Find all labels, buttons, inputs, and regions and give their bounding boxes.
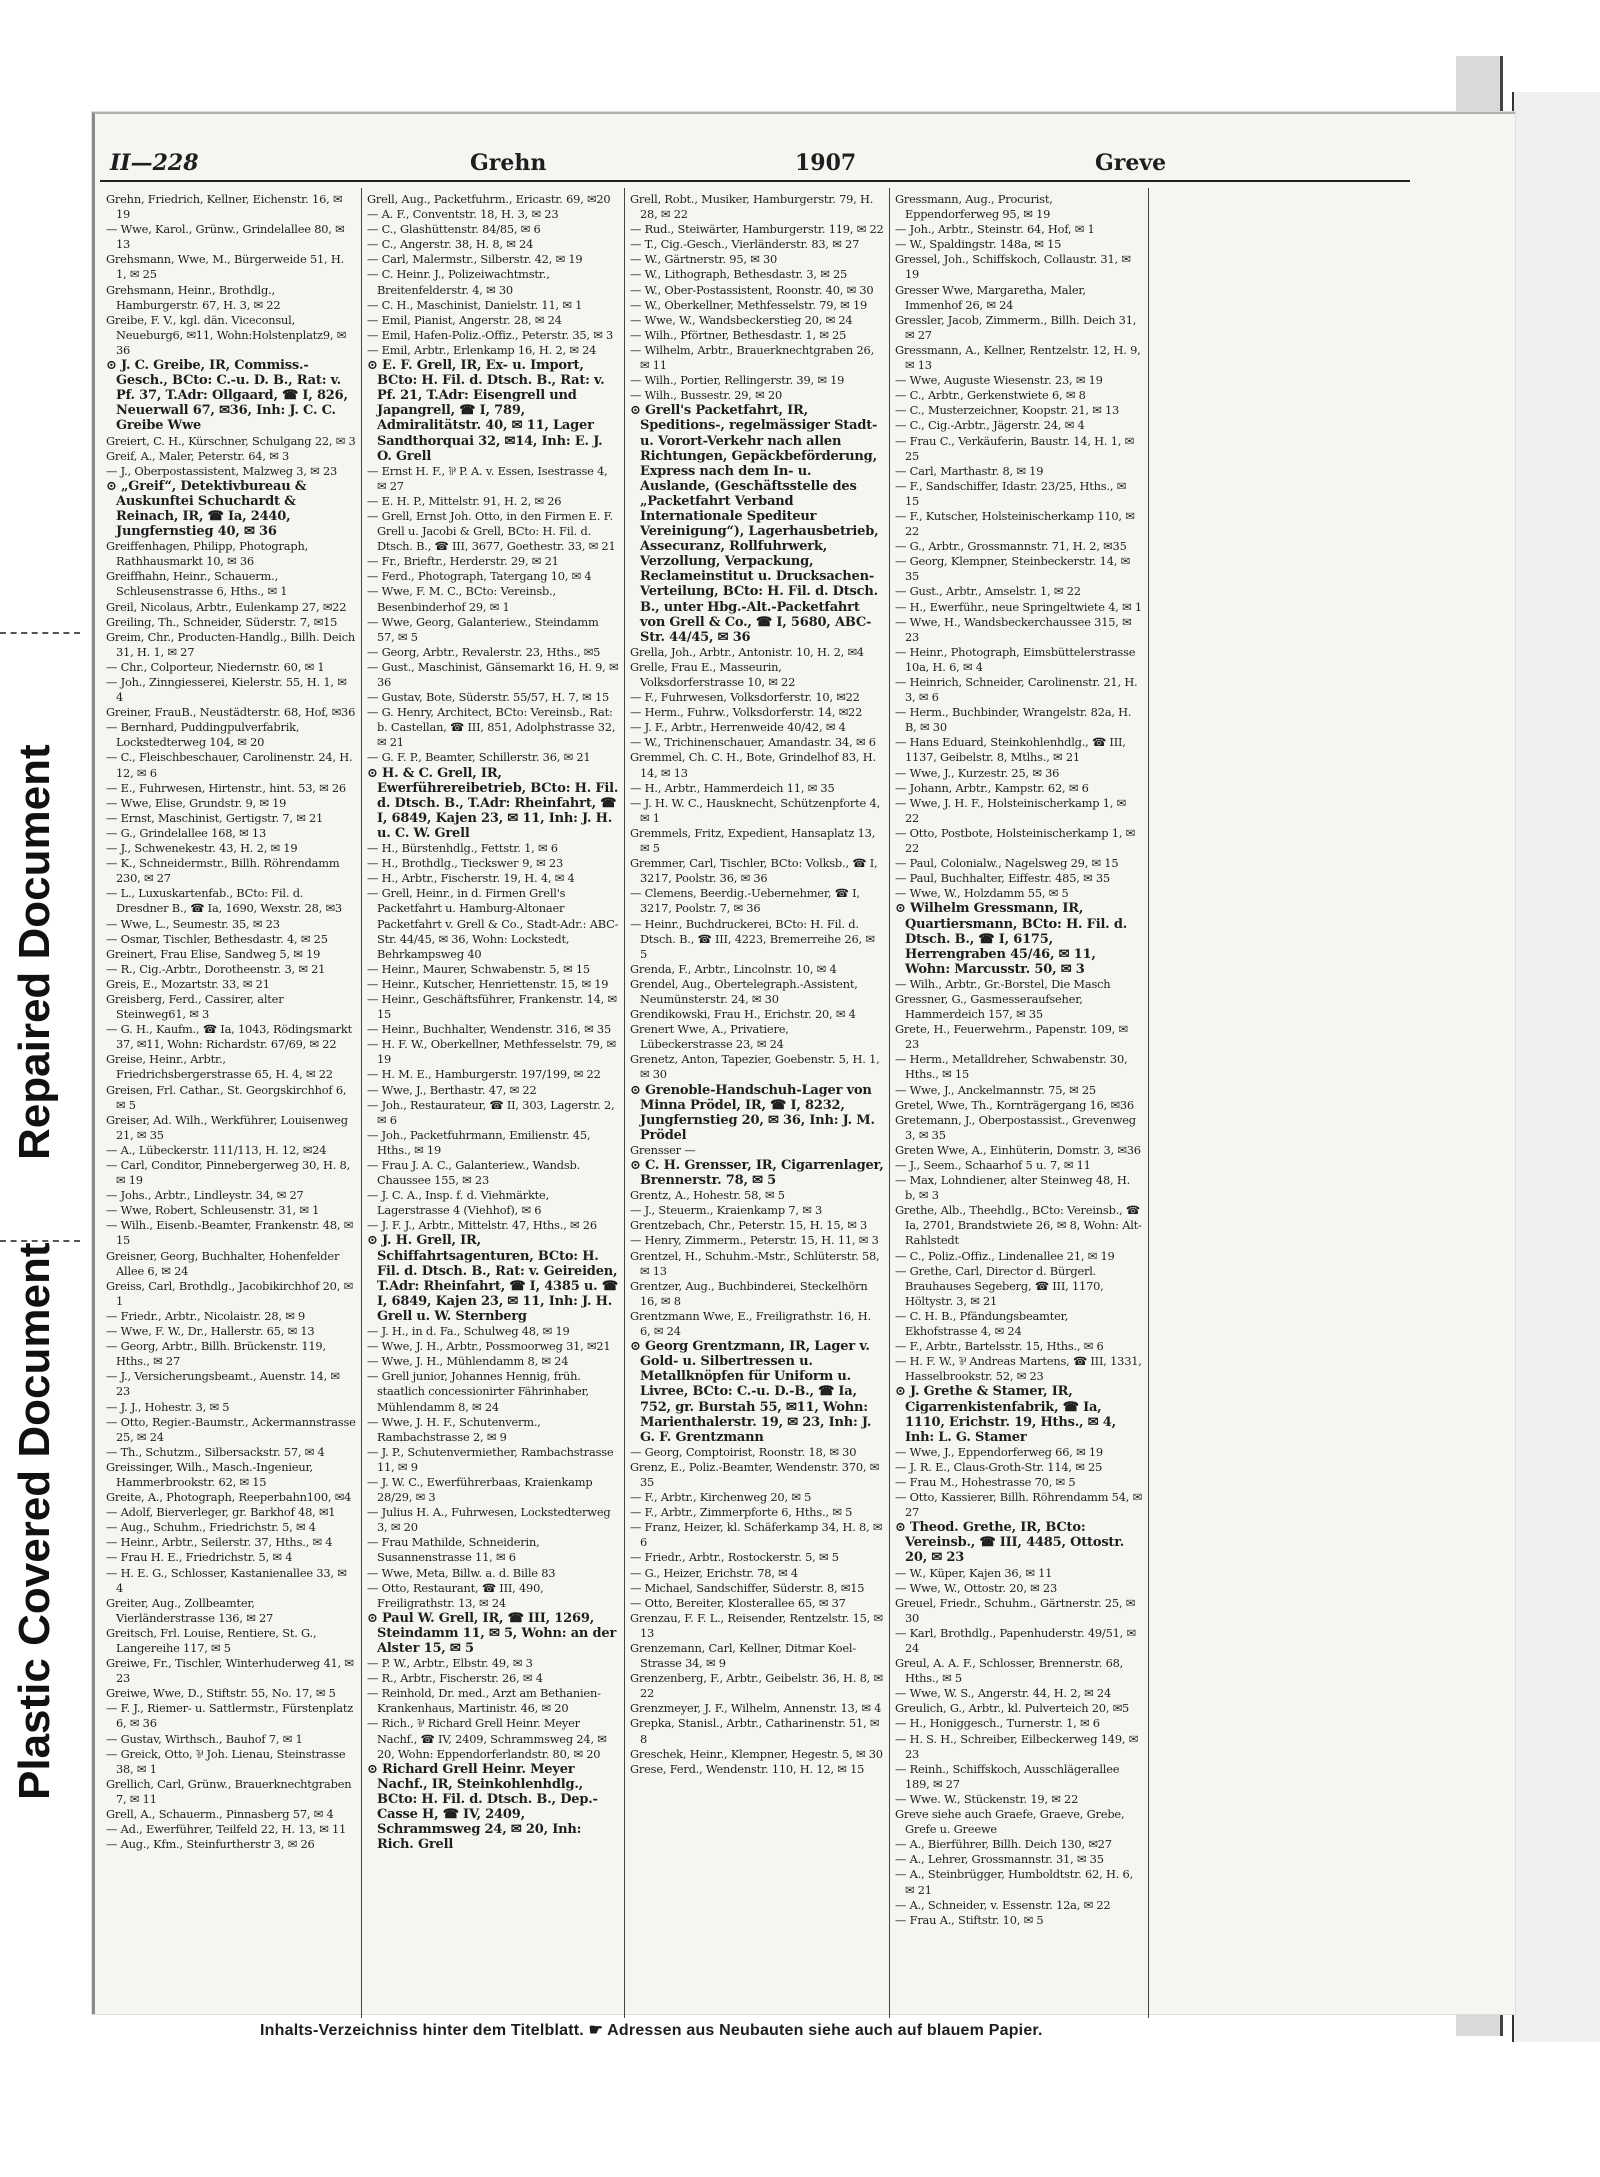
directory-entry: — Otto, Restaurant, ☎ III, 490, Freiligrathstr. 13, ✉ 24 <box>367 1580 544 1610</box>
directory-entry: — Wwe, J. H., Arbtr., Possmoorweg 31, ✉21 <box>367 1339 611 1354</box>
directory-entry: — F., Fuhrwesen, Volksdorferstr. 10, ✉22 <box>630 690 860 705</box>
directory-entry: Greise, Heinr., Arbtr., Friedrichsbergerstrasse 65, H. 4, ✉ 22 <box>106 1052 333 1082</box>
directory-entry: — J. P., Schutenvermiether, Rambachstrasse 11, ✉ 9 <box>367 1444 614 1474</box>
directory-entry: Grese, Ferd., Wendenstr. 110, H. 12, ✉ 15 <box>630 1761 865 1776</box>
directory-entry: — Georg, Comptoirist, Roonstr. 18, ✉ 30 <box>630 1444 857 1459</box>
directory-entry: — Wwe, Karol., Grünw., Grindelallee 80, ✉ 13 <box>106 222 345 252</box>
directory-entry: Grenzenberg, F., Arbtr., Geibelstr. 36, H. 8, ✉ 22 <box>630 1671 883 1701</box>
directory-entry: — Wwe, J. H. F., Holsteinischerkamp 1, ✉ 22 <box>895 795 1126 825</box>
directory-entry: — Aug., Schuhm., Friedrichstr. 5, ✉ 4 <box>106 1520 316 1535</box>
directory-column-2 <box>367 192 619 2022</box>
directory-entry: — Heinr., Buchhalter, Wendenstr. 316, ✉ 35 <box>367 1022 611 1037</box>
directory-entry: — Wilh., Pförtner, Bethesdastr. 1, ✉ 25 <box>630 327 847 342</box>
directory-entry: Grentzel, H., Schuhm.-Mstr., Schlüterstr. 58, ✉ 13 <box>630 1248 880 1278</box>
directory-entry: — F., Kutscher, Holsteinischerkamp 110, ✉ 22 <box>895 508 1135 539</box>
directory-entry: — C., Arbtr., Gerkenstwiete 6, ✉ 8 <box>895 388 1086 403</box>
directory-entry: — Carl, Marthastr. 8, ✉ 19 <box>895 463 1044 478</box>
directory-entry: — Wwe, J., Anckelmannstr. 75, ✉ 25 <box>895 1082 1096 1097</box>
directory-entry: — G., Heizer, Erichstr. 78, ✉ 4 <box>630 1565 798 1580</box>
directory-entry: Greul, A. A. F., Schlosser, Brennerstr. 68, Hths., ✉ 5 <box>895 1656 1124 1686</box>
directory-entry: Grenzemann, Carl, Kellner, Ditmar Koel-Strasse 34, ✉ 9 <box>630 1641 856 1671</box>
page-footer: Inhalts-Verzeichniss hinter dem Titelblatt. ☛ Adressen aus Neubauten siehe auch auf blauem Papier. <box>260 2022 1043 2039</box>
directory-entry: — W., Oberkellner, Methfesselstr. 79, ✉ 19 <box>630 297 868 312</box>
directory-entry: — Friedr., Arbtr., Nicolaistr. 28, ✉ 9 <box>106 1308 306 1323</box>
directory-entry: Grenda, F., Arbtr., Lincolnstr. 10, ✉ 4 <box>630 961 837 976</box>
directory-entry: — Johs., Arbtr., Lindleystr. 34, ✉ 27 <box>106 1188 304 1203</box>
directory-entry: — G. F. P., Beamter, Schillerstr. 36, ✉ 21 <box>367 750 591 765</box>
directory-entry: — Georg, Klempner, Steinbeckerstr. 14, ✉ 35 <box>895 554 1130 584</box>
directory-entry: — Herm., Metalldreher, Schwabenstr. 30, Hths., ✉ 15 <box>895 1052 1128 1082</box>
directory-entry: Grenz, E., Poliz.-Beamter, Wendenstr. 370, ✉ 35 <box>630 1459 880 1489</box>
directory-entry: — Wwe, J., Kurzestr. 25, ✉ 36 <box>895 765 1060 780</box>
directory-entry: — G. Henry, Architect, BCto: Vereinsb., Rat: b. Castellan, ☎ III, 851, Adolphstrasse 32, ✉ 21 <box>367 705 616 750</box>
directory-entry: — Herm., Buchbinder, Wrangelstr. 82a, H. B, ✉ 30 <box>895 705 1132 735</box>
column-divider <box>624 188 625 2018</box>
directory-entry: — Heinr., Arbtr., Seilerstr. 37, Hths., ✉ 4 <box>106 1535 333 1550</box>
directory-entry: — F., Arbtr., Bartelsstr. 15, Hths., ✉ 6 <box>895 1339 1104 1354</box>
directory-entry: — Heinr., Maurer, Schwabenstr. 5, ✉ 15 <box>367 961 590 976</box>
directory-entry: ⊙ J. Grethe & Stamer, IR, Cigarrenkistenfabrik, ☎ Ia, 1110, Erichstr. 19, Hths., ✉ 4, Inh: L. G. Stamer <box>895 1384 1116 1445</box>
directory-entry: — G., Grindelallee 168, ✉ 13 <box>106 825 266 840</box>
directory-entry: — Grell, Ernst Joh. Otto, in den Firmen E. F. Grell u. Jacobi & Grell, BCto: H. Fil. d. Dtsch. B., ☎ III, 3677, Goethestr. 33, ✉ 21 <box>367 508 616 554</box>
column-divider <box>889 188 890 2018</box>
directory-entry: Greinert, Frau Elise, Sandweg 5, ✉ 19 <box>106 946 321 961</box>
directory-entry: — Otto, Kassierer, Billh. Röhrendamm 54, ✉ 27 <box>895 1490 1142 1520</box>
directory-entry: — G., Arbtr., Grossmannstr. 71, H. 2, ✉35 <box>895 539 1127 554</box>
directory-entry: — H., Arbtr., Fischerstr. 19, H. 4, ✉ 4 <box>367 871 575 886</box>
directory-entry: — Fr., Brieftr., Herderstr. 29, ✉ 21 <box>367 554 559 569</box>
directory-entry: — Wwe. W., Stückenstr. 19, ✉ 22 <box>895 1791 1079 1806</box>
directory-entry: Grella, Joh., Arbtr., Antonistr. 10, H. 2, ✉4 <box>630 644 864 659</box>
directory-entry: — Emil, Hafen-Poliz.-Offiz., Peterstr. 35, ✉ 3 <box>367 327 614 342</box>
directory-entry: Grepka, Stanisl., Arbtr., Catharinenstr. 51, ✉ 8 <box>630 1716 880 1746</box>
header-last-name: Greve <box>1095 150 1167 176</box>
directory-entry: — Wwe, F. M. C., BCto: Vereinsb., Besenbinderhof 29, ✉ 1 <box>367 584 556 614</box>
directory-entry: — Wilh., Eisenb.-Beamter, Frankenstr. 48, ✉ 15 <box>106 1218 354 1248</box>
directory-entry: Gretemann, J., Oberpostassist., Grevenweg 3, ✉ 35 <box>895 1112 1136 1142</box>
directory-entry: — Friedr., Arbtr., Rostockerstr. 5, ✉ 5 <box>630 1550 839 1565</box>
page-number: II—228 <box>110 150 199 176</box>
directory-entry: Greiter, Aug., Zollbeamter, Vierländerstrasse 136, ✉ 27 <box>106 1595 274 1625</box>
directory-entry: — Grell junior, Johannes Hennig, früh. staatlich concessionirter Fährinhaber, Mühlendamm 8, ✉ 24 <box>367 1369 589 1414</box>
directory-entry: Greten Wwe, A., Einhüterin, Domstr. 3, ✉36 <box>895 1142 1141 1157</box>
directory-column-5 <box>1154 192 1404 2022</box>
directory-entry: ⊙ H. & C. Grell, IR, Ewerführereibetrieb, BCto: H. Fil. d. Dtsch. B., T.Adr: Rheinfahrt, ☎ I, 6849, Kajen 23, ✉ 11, Inh: J. H. u. C. W. Grell <box>367 765 619 841</box>
directory-entry: Greim, Chr., Producten-Handlg., Billh. Deich 31, H. 1, ✉ 27 <box>106 629 356 659</box>
directory-entry: Greuel, Friedr., Schuhm., Gärtnerstr. 25, ✉ 30 <box>895 1595 1136 1625</box>
directory-entry: — Wilh., Bussestr. 29, ✉ 20 <box>630 388 782 403</box>
plastic-covered-label: Plastic Covered Document <box>10 1242 59 1800</box>
directory-entry: Gremmel, Ch. C. H., Bote, Grindelhof 83, H. 14, ✉ 13 <box>630 750 876 780</box>
directory-entry: — Rud., Steiwärter, Hamburgerstr. 119, ✉ 22 <box>630 222 884 237</box>
directory-entry: — Osmar, Tischler, Bethesdastr. 4, ✉ 25 <box>106 931 328 946</box>
directory-entry: — Joh., Arbtr., Steinstr. 64, Hof, ✉ 1 <box>895 222 1095 237</box>
directory-entry: Greiffenhagen, Philipp, Photograph, Rathhausmarkt 10, ✉ 36 <box>106 539 308 569</box>
directory-entry: — Aug., Kfm., Steinfurtherstr 3, ✉ 26 <box>106 1837 315 1852</box>
directory-entry: ⊙ E. F. Grell, IR, Ex- u. Import, BCto: H. Fil. d. Dtsch. B., Rat: v. Pf. 21, T.Adr: Eisengrell und Japangrell, ☎ I, 789, Admiralitätstr. 40, ✉ 11, Lager Sandthorquai 32, ✉14, Inh: E. J. O. Grell <box>367 358 605 464</box>
directory-entry: Gressel, Joh., Schiffskoch, Collaustr. 31, ✉ 19 <box>895 252 1131 282</box>
directory-entry: — Heinr., Photograph, Eimsbüttelerstrasse 10a, H. 6, ✉ 4 <box>895 644 1136 674</box>
directory-entry: — Paul, Colonialw., Nagelsweg 29, ✉ 15 <box>895 856 1119 871</box>
directory-column-1 <box>106 192 356 2022</box>
directory-entry: — K., Schneidermstr., Billh. Röhrendamm 230, ✉ 27 <box>106 856 340 886</box>
directory-entry: — Otto, Regier.-Baumstr., Ackermannstrasse 25, ✉ 24 <box>106 1414 356 1444</box>
directory-entry: Greif, A., Maler, Peterstr. 64, ✉ 3 <box>106 448 290 463</box>
page-header <box>110 150 1410 178</box>
directory-entry: — F., Arbtr., Kirchenweg 20, ✉ 5 <box>630 1490 812 1505</box>
directory-entry: — G. H., Kaufm., ☎ Ia, 1043, Rödingsmarkt 37, ✉11, Wohn: Richardstr. 67/69, ✉ 22 <box>106 1022 352 1052</box>
directory-entry: — Wwe, Auguste Wiesenstr. 23, ✉ 19 <box>895 373 1103 388</box>
directory-entry: — Otto, Bereiter, Klosterallee 65, ✉ 37 <box>630 1595 846 1610</box>
directory-column-4 <box>895 192 1143 2022</box>
directory-entry: — Henry, Zimmerm., Peterstr. 15, H. 11, ✉ 3 <box>630 1233 879 1248</box>
directory-entry: — J., Versicherungsbeamt., Auenstr. 14, ✉ 23 <box>106 1369 340 1399</box>
directory-entry: — E. H. P., Mittelstr. 91, H. 2, ✉ 26 <box>367 493 562 508</box>
directory-entry: Grenetz, Anton, Tapezier, Goebenstr. 5, H. 1, ✉ 30 <box>630 1052 880 1082</box>
directory-entry: — C. H. B., Pfändungsbeamter, Ekhofstrasse 4, ✉ 24 <box>895 1308 1069 1339</box>
directory-entry: — H. E. G., Schlosser, Kastanienallee 33, ✉ 4 <box>106 1565 347 1595</box>
directory-entry: — Gust., Maschinist, Gänsemarkt 16, H. 9, ✉ 36 <box>367 659 619 689</box>
directory-entry: — J. F., Arbtr., Herrenweide 40/42, ✉ 4 <box>630 720 846 735</box>
directory-entry: Grell, Robt., Musiker, Hamburgerstr. 79, H. 28, ✉ 22 <box>630 192 874 222</box>
directory-entry: — C., Cig.-Arbtr., Jägerstr. 24, ✉ 4 <box>895 418 1085 433</box>
directory-entry: — Wwe, J. H., Mühlendamm 8, ✉ 24 <box>367 1354 569 1369</box>
directory-entry: ⊙ Richard Grell Heinr. Meyer Nachf., IR, Steinkohlenhdlg., BCto: H. Fil. d. Dtsch. B., Dep.-Casse H, ☎ IV, 2409, Schrammsweg 24, ✉ 20, Inh: Rich. Grell <box>367 1761 598 1853</box>
directory-entry: — Franz, Heizer, kl. Schäferkamp 34, H. 8, ✉ 6 <box>630 1520 883 1550</box>
directory-entry: — E., Fuhrwesen, Hirtenstr., hint. 53, ✉ 26 <box>106 780 346 795</box>
directory-entry: Grelle, Frau E., Masseurin, Volksdorferstrasse 10, ✉ 22 <box>630 659 796 689</box>
directory-entry: — Georg, Arbtr., Billh. Brückenstr. 119, Hths., ✉ 27 <box>106 1339 326 1369</box>
directory-entry: ⊙ „Greif“, Detektivbureau & Auskunftei Schuchardt & Reinach, IR, ☎ Ia, 2440, Jungfernstieg 40, ✉ 36 <box>106 478 307 540</box>
directory-entry: — Frau C., Verkäuferin, Baustr. 14, H. 1, ✉ 25 <box>895 433 1134 463</box>
directory-entry: — Frau M., Hohestrasse 70, ✉ 5 <box>895 1474 1076 1489</box>
directory-entry: — J. F. J., Arbtr., Mittelstr. 47, Hths., ✉ 26 <box>367 1218 597 1233</box>
directory-entry: Grenert Wwe, A., Privatiere, Lübeckerstrasse 23, ✉ 24 <box>630 1022 789 1052</box>
directory-entry: Gresser Wwe, Margaretha, Maler, Immenhof 26, ✉ 24 <box>895 282 1086 312</box>
directory-entry: — Wwe, J. H. F., Schutenverm., Rambachstrasse 2, ✉ 9 <box>367 1414 541 1444</box>
directory-entry: — Frau J. A. C., Galanteriew., Wandsb. Chaussee 155, ✉ 23 <box>367 1158 581 1188</box>
directory-entry: — Herm., Fuhrw., Volksdorferstr. 14, ✉22 <box>630 705 863 720</box>
directory-entry: — Th., Schutzm., Silbersackstr. 57, ✉ 4 <box>106 1444 325 1459</box>
directory-entry: — W., Spaldingstr. 148a, ✉ 15 <box>895 237 1062 252</box>
directory-entry: — Ferd., Photograph, Tatergang 10, ✉ 4 <box>367 569 592 584</box>
directory-entry: Grendikowski, Frau H., Erichstr. 20, ✉ 4 <box>630 1007 856 1022</box>
directory-entry: — Paul, Buchhalter, Eiffestr. 485, ✉ 35 <box>895 871 1110 886</box>
directory-entry: — Gust., Arbtr., Amselstr. 1, ✉ 22 <box>895 584 1081 599</box>
directory-entry: — Heinr., Buchdruckerei, BCto: H. Fil. d. Dtsch. B., ☎ III, 4223, Bremerreihe 26, ✉ 5 <box>630 916 875 961</box>
directory-entry: — Emil, Pianist, Angerstr. 28, ✉ 24 <box>367 312 562 327</box>
directory-entry: — Wwe, W., Ottostr. 20, ✉ 23 <box>895 1580 1058 1595</box>
directory-entry: — J., Schwenekestr. 43, H. 2, ✉ 19 <box>106 841 298 856</box>
directory-entry: — Joh., Restaurateur, ☎ II, 303, Lagerstr. 2, ✉ 6 <box>367 1097 615 1127</box>
header-first-name: Grehn <box>470 150 547 176</box>
directory-entry: — Wwe, Elise, Grundstr. 9, ✉ 19 <box>106 795 287 810</box>
directory-entry: Greisberg, Ferd., Cassirer, alter Steinweg61, ✉ 3 <box>106 991 284 1022</box>
directory-entry: — A., Lehrer, Grossmannstr. 31, ✉ 35 <box>895 1852 1104 1867</box>
directory-entry: ⊙ Wilhelm Gressmann, IR, Quartiersmann, BCto: H. Fil. d. Dtsch. B., ☎ I, 6175, Herrengraben 45/46, ✉ 11, Wohn: Marcusstr. 50, ✉ 3 <box>895 901 1128 977</box>
directory-entry: — Rich., ⅌ Richard Grell Heinr. Meyer Nachf., ☎ IV, 2409, Schrammsweg 24, ✉ 20, Wohn: Eppendorferlandstr. 80, ✉ 20 <box>367 1716 607 1761</box>
directory-entry: — Ad., Ewerführer, Teilfeld 22, H. 13, ✉ 11 <box>106 1822 347 1837</box>
directory-entry: — W., Ober-Postassistent, Roonstr. 40, ✉ 30 <box>630 282 874 297</box>
directory-entry: — L., Luxuskartenfab., BCto: Fil. d. Dresdner B., ☎ Ia, 1690, Wexstr. 28, ✉3 <box>106 886 342 916</box>
header-rule <box>100 180 1410 182</box>
directory-entry: — C., Angerstr. 38, H. 8, ✉ 24 <box>367 237 534 252</box>
directory-entry: Gressmann, A., Kellner, Rentzelstr. 12, H. 9, ✉ 13 <box>895 342 1141 373</box>
directory-entry: Greulich, G., Arbtr., kl. Pulverteich 20, ✉5 <box>895 1701 1130 1716</box>
directory-entry: — Heinr., Geschäftsführer, Frankenstr. 14, ✉ 15 <box>367 991 617 1022</box>
directory-entry: Grentzer, Aug., Buchbinderei, Steckelhörn 16, ✉ 8 <box>630 1278 868 1308</box>
directory-entry: Greiert, C. H., Kürschner, Schulgang 22, ✉ 3 <box>106 433 356 448</box>
directory-entry: — Greick, Otto, ⅌ Joh. Lienau, Steinstrasse 38, ✉ 1 <box>106 1746 346 1776</box>
directory-entry: — Ernst H. F., ⅌ P. A. v. Essen, Isestrasse 4, ✉ 27 <box>367 463 608 493</box>
directory-entry: Grentzebach, Chr., Peterstr. 15, H. 15, ✉ 3 <box>630 1218 868 1233</box>
directory-entry: — C., Poliz.-Offiz., Lindenallee 21, ✉ 19 <box>895 1248 1115 1263</box>
directory-entry: — J. R. E., Claus-Groth-Str. 114, ✉ 25 <box>895 1459 1103 1474</box>
directory-entry: — Wilh., Portier, Rellingerstr. 39, ✉ 19 <box>630 373 845 388</box>
directory-entry: Grehsmann, Wwe, M., Bürgerweide 51, H. 1, ✉ 25 <box>106 252 345 282</box>
next-page-edge <box>1512 92 1600 2042</box>
directory-entry: Greite, A., Photograph, Reeperbahn100, ✉4 <box>106 1490 352 1505</box>
directory-entry: — J., Steuerm., Kraienkamp 7, ✉ 3 <box>630 1203 823 1218</box>
directory-entry: — Heinr., Kutscher, Henriettenstr. 15, ✉ 19 <box>367 976 609 991</box>
directory-entry: — H. F. W., Oberkellner, Methfesselstr. 79, ✉ 19 <box>367 1037 616 1067</box>
directory-entry: — Max, Lohndiener, alter Steinweg 48, H. b, ✉ 3 <box>895 1173 1131 1203</box>
directory-entry: Greve siehe auch Graefe, Graeve, Grebe, Grefe u. Greewe <box>895 1807 1125 1837</box>
directory-entry: — H. S. H., Schreiber, Eilbeckerweg 149, ✉ 23 <box>895 1731 1139 1761</box>
directory-entry: Gressler, Jacob, Zimmerm., Billh. Deich 31, ✉ 27 <box>895 312 1137 342</box>
directory-entry: — C. Heinr. J., Polizeiwachtmstr., Breitenfelderstr. 4, ✉ 30 <box>367 267 550 297</box>
directory-entry: Greisner, Georg, Buchhalter, Hohenfelder Allee 6, ✉ 24 <box>106 1248 340 1278</box>
directory-entry: — Georg, Arbtr., Revalerstr. 23, Hths., ✉5 <box>367 644 601 659</box>
directory-entry: — A., Schneider, v. Essenstr. 12a, ✉ 22 <box>895 1897 1111 1912</box>
directory-entry: — Wilh., Arbtr., Gr.-Borstel, Die Masch <box>895 976 1111 991</box>
directory-entry: — H. M. E., Hamburgerstr. 197/199, ✉ 22 <box>367 1067 601 1082</box>
directory-entry: Greibe, F. V., kgl. dän. Viceconsul, Neueburg6, ✉11, Wohn:Holstenplatz9, ✉36 <box>106 312 347 357</box>
directory-entry: — Bernhard, Puddingpulverfabrik, Lockstedterweg 104, ✉ 20 <box>106 720 300 750</box>
directory-entry: — H. F. W., ⅌ Andreas Martens, ☎ III, 1331, Hasselbrookstr. 52, ✉ 23 <box>895 1354 1142 1384</box>
directory-entry: — Karl, Brothdlg., Papenhuderstr. 49/51, ✉ 24 <box>895 1625 1136 1655</box>
directory-entry: — H., Honiggesch., Turnerstr. 1, ✉ 6 <box>895 1716 1100 1731</box>
directory-entry: — J. H. W. C., Hausknecht, Schützenpforte 4, ✉ 1 <box>630 795 880 825</box>
directory-entry: — Wwe, Georg, Galanteriew., Steindamm 57, ✉ 5 <box>367 614 599 644</box>
directory-entry: — J. H., in d. Fa., Schulweg 48, ✉ 19 <box>367 1324 570 1339</box>
directory-entry: — Wilhelm, Arbtr., Brauerknechtgraben 26, ✉ 11 <box>630 342 874 373</box>
directory-entry: — J., Seem., Schaarhof 5 u. 7, ✉ 11 <box>895 1158 1091 1172</box>
directory-entry: — Emil, Arbtr., Erlenkamp 16, H. 2, ✉ 24 <box>367 342 597 357</box>
directory-entry: — Wwe, Meta, Billw. a. d. Bille 83 <box>367 1565 556 1580</box>
directory-entry: Grentzmann Wwe, E., Freiligrathstr. 16, H. 6, ✉ 24 <box>630 1308 871 1339</box>
column-divider <box>1148 188 1149 2018</box>
directory-entry: — Carl, Conditor, Pinnebergerweg 30, H. 8, ✉ 19 <box>106 1158 351 1188</box>
directory-entry: Greiss, Carl, Brothdlg., Jacobikirchhof 20, ✉ 1 <box>106 1278 353 1308</box>
directory-entry: Grehn, Friedrich, Kellner, Eichenstr. 16, ✉ 19 <box>106 192 343 222</box>
directory-entry: Gremmels, Fritz, Expedient, Hansaplatz 13, ✉ 5 <box>630 825 876 856</box>
directory-entry: — Wwe, J., Eppendorferweg 66, ✉ 19 <box>895 1444 1103 1459</box>
directory-entry: — Gustav, Bote, Süderstr. 55/57, H. 7, ✉ 15 <box>367 690 610 705</box>
directory-entry: Greiffhahn, Heinr., Schauerm., Schleusenstrasse 6, Hths., ✉ 1 <box>106 569 288 599</box>
directory-entry: — A., Steinbrügger, Humboldtstr. 62, H. 6, ✉ 21 <box>895 1867 1133 1897</box>
directory-entry: — Reinh., Schiffskoch, Ausschlägerallee 189, ✉ 27 <box>895 1761 1120 1791</box>
directory-entry: — F., Sandschiffer, Idastr. 23/25, Hths., ✉ 15 <box>895 478 1127 508</box>
directory-entry: — W., Gärtnerstr. 95, ✉ 30 <box>630 252 778 267</box>
directory-entry: — J. W. C., Ewerführerbaas, Kraienkamp 28/29, ✉ 3 <box>367 1474 593 1505</box>
directory-entry: — Frau H. E., Friedrichstr. 5, ✉ 4 <box>106 1550 293 1565</box>
directory-entry: Greschek, Heinr., Klempner, Hegestr. 5, ✉ 30 <box>630 1746 883 1761</box>
directory-entry: Gressner, G., Gasmesseraufseher, Hammerdeich 157, ✉ 35 <box>895 991 1083 1022</box>
directory-entry: — Michael, Sandschiffer, Süderstr. 8, ✉15 <box>630 1580 865 1595</box>
directory-entry: — W., Küper, Kajen 36, ✉ 11 <box>895 1565 1053 1580</box>
directory-entry: — J., Oberpostassistent, Malzweg 3, ✉ 23 <box>106 463 338 478</box>
directory-entry: — H., Bürstenhdlg., Fettstr. 1, ✉ 6 <box>367 841 558 856</box>
directory-entry: Greisen, Frl. Cathar., St. Georgskirchhof 6, ✉ 5 <box>106 1082 347 1112</box>
directory-entry: Greiwe, Fr., Tischler, Winterhuderweg 41, ✉ 23 <box>106 1656 354 1686</box>
directory-entry: — Reinhold, Dr. med., Arzt am Bethanien-Krankenhaus, Martinistr. 46, ✉ 20 <box>367 1686 601 1716</box>
directory-entry: — Ernst, Maschinist, Gertigstr. 7, ✉ 21 <box>106 810 324 825</box>
directory-entry: — Wwe, L., Seumestr. 35, ✉ 23 <box>106 916 280 931</box>
directory-entry: Greissinger, Wilh., Masch.-Ingenieur, Hammerbrookstr. 62, ✉ 15 <box>106 1459 313 1489</box>
directory-entry: ⊙ C. H. Grensser, IR, Cigarrenlager, Brennerstr. 78, ✉ 5 <box>630 1158 884 1189</box>
directory-entry: — Wwe, J., Berthastr. 47, ✉ 22 <box>367 1082 537 1097</box>
directory-entry: — R., Cig.-Arbtr., Dorotheenstr. 3, ✉ 21 <box>106 961 326 976</box>
directory-entry: Grensser — <box>630 1142 696 1157</box>
directory-entry: — H., Arbtr., Hammerdeich 11, ✉ 35 <box>630 780 835 795</box>
directory-entry: Gressmann, Aug., Procurist, Eppendorferweg 95, ✉ 19 <box>895 192 1053 222</box>
directory-entry: — Otto, Postbote, Holsteinischerkamp 1, ✉ 22 <box>895 825 1136 856</box>
directory-entry: — J. C. A., Insp. f. d. Viehmärkte, Lagerstrasse 4 (Viehhof), ✉ 6 <box>367 1188 549 1218</box>
directory-entry: — Wwe, W., Holzdamm 55, ✉ 5 <box>895 886 1069 901</box>
directory-entry: — Wwe, W. S., Angerstr. 44, H. 2, ✉ 24 <box>895 1686 1112 1701</box>
directory-entry: Greis, E., Mozartstr. 33, ✉ 21 <box>106 976 270 991</box>
directory-entry: — A. F., Conventstr. 18, H. 3, ✉ 23 <box>367 207 559 222</box>
directory-entry: — Julius H. A., Fuhrwesen, Lockstedterweg 3, ✉ 20 <box>367 1505 611 1535</box>
directory-entry: Grete, H., Feuerwehrm., Papenstr. 109, ✉ 23 <box>895 1022 1128 1052</box>
directory-entry: — P. W., Arbtr., Elbstr. 49, ✉ 3 <box>367 1656 533 1671</box>
directory-entry: — Chr., Colporteur, Niedernstr. 60, ✉ 1 <box>106 659 325 674</box>
directory-entry: Grenzmeyer, J. F., Wilhelm, Annenstr. 13, ✉ 4 <box>630 1701 882 1716</box>
directory-entry: — Grethe, Carl, Director d. Bürgerl. Brauhauses Segeberg, ☎ III, 1170, Höltystr. 3, ✉ 21 <box>895 1263 1104 1308</box>
directory-entry: — Clemens, Beerdig.-Uebernehmer, ☎ I, 3217, Poolstr. 7, ✉ 36 <box>630 886 860 916</box>
column-divider <box>361 188 362 2018</box>
directory-entry: — C., Musterzeichner, Koopstr. 21, ✉ 13 <box>895 403 1120 418</box>
directory-entry: — Wwe, W., Wandsbeckerstieg 20, ✉ 24 <box>630 312 853 327</box>
directory-entry: Grethe, Alb., Theehdlg., BCto: Vereinsb., ☎ Ia, 2701, Brandstwiete 26, ✉ 8, Wohn: Alt-Rahlstedt <box>895 1203 1142 1248</box>
cut-line <box>0 632 80 634</box>
directory-entry: — Heinrich, Schneider, Carolinenstr. 21, H. 3, ✉ 6 <box>895 675 1138 705</box>
directory-entry: Grell, A., Schauerm., Pinnasberg 57, ✉ 4 <box>106 1807 334 1822</box>
directory-entry: — Joh., Zinngiesserei, Kielerstr. 55, H. 1, ✉ 4 <box>106 675 347 705</box>
directory-entry: ⊙ Georg Grentzmann, IR, Lager v. Gold- u. Silbertressen u. Metallknöpfen für Uniform u. Livree, BCto: C.-u. D.-B., ☎ Ia, 752, gr. Burstah 55, ✉11, Wohn: Marienthalerstr. 19, ✉ 23, Inh: J. G. F. Grentzmann <box>630 1339 872 1445</box>
directory-entry: — Wwe, F. W., Dr., Hallerstr. 65, ✉ 13 <box>106 1324 315 1339</box>
directory-entry: — Wwe, Robert, Schleusenstr. 31, ✉ 1 <box>106 1203 320 1218</box>
directory-entry: — Carl, Malermstr., Silberstr. 42, ✉ 19 <box>367 252 583 267</box>
directory-entry: — A., Lübeckerstr. 111/113, H. 12, ✉24 <box>106 1142 327 1157</box>
directory-entry: — C. H., Maschinist, Danielstr. 11, ✉ 1 <box>367 297 583 312</box>
directory-entry: Grenzau, F. F. L., Reisender, Rentzelstr. 15, ✉ 13 <box>630 1610 883 1640</box>
header-year: 1907 <box>795 150 857 176</box>
directory-entry: Grentz, A., Hohestr. 58, ✉ 5 <box>630 1188 785 1203</box>
directory-entry: ⊙ Grell's Packetfahrt, IR, Speditions-, regelmässiger Stadt- u. Vorort-Verkehr nach allen Richtungen, Gepäckbeförderung, Express nach dem In- u. Auslande, (Geschäftsstelle des „Packetfahrt Verband Internationale Spediteur Vereinigung“), Lagerhausbetrieb, Assecuranz, Rollfuhrwerk, Verzollung, Verpackung, Reclameinstitut u. Drucksachen-Verteilung, BCto: H. Fil. d. Dtsch. B., unter Hbg.-Alt.-Packetfahrt von Grell & Co., ☎ I, 5680, ABC-Str. 44/45, ✉ 36 <box>630 403 879 645</box>
repaired-document-label: Repaired Document <box>10 744 59 1160</box>
directory-entry: — Gustav, Wirthsch., Bauhof 7, ✉ 1 <box>106 1731 303 1746</box>
directory-entry: — W., Lithograph, Bethesdastr. 3, ✉ 25 <box>630 267 848 282</box>
directory-entry: Greiwe, Wwe, D., Stiftstr. 55, No. 17, ✉ 5 <box>106 1686 336 1701</box>
directory-entry: Grehsmann, Heinr., Brothdlg., Hamburgerstr. 67, H. 3, ✉ 22 <box>106 282 281 312</box>
directory-entry: — Johann, Arbtr., Kampstr. 62, ✉ 6 <box>895 780 1089 795</box>
directory-entry: — R., Arbtr., Fischerstr. 26, ✉ 4 <box>367 1671 543 1686</box>
directory-entry: — F. J., Riemer- u. Sattlermstr., Fürstenplatz 6, ✉ 36 <box>106 1701 354 1731</box>
directory-entry: — W., Trichinenschauer, Amandastr. 34, ✉ 6 <box>630 735 876 750</box>
directory-entry: — Frau A., Stiftstr. 10, ✉ 5 <box>895 1912 1044 1927</box>
directory-column-3 <box>630 192 884 2022</box>
directory-entry: Greiner, FrauB., Neustädterstr. 68, Hof, ✉36 <box>106 705 356 720</box>
directory-entry: — F., Arbtr., Zimmerpforte 6, Hths., ✉ 5 <box>630 1505 853 1520</box>
directory-entry: — C., Fleischbeschauer, Carolinenstr. 24, H. 12, ✉ 6 <box>106 750 353 780</box>
directory-entry: — Adolf, Bierverleger, gr. Barkhof 48, ✉1 <box>106 1505 336 1520</box>
directory-entry: Gretel, Wwe, Th., Kornträgergang 16, ✉36 <box>895 1097 1134 1112</box>
directory-entry: — A., Bierführer, Billh. Deich 130, ✉27 <box>895 1837 1112 1852</box>
directory-entry: Greiling, Th., Schneider, Süderstr. 7, ✉15 <box>106 614 338 629</box>
directory-entry: — Frau Mathilde, Schneiderin, Susannenstrasse 11, ✉ 6 <box>367 1535 540 1565</box>
directory-entry: — T., Cig.-Gesch., Vierländerstr. 83, ✉ 27 <box>630 237 860 252</box>
directory-entry: — Wwe, H., Wandsbeckerchaussee 315, ✉ 23 <box>895 614 1132 644</box>
directory-entry: ⊙ Grenoble-Handschuh-Lager von Minna Prödel, IR, ☎ I, 8232, Jungfernstieg 20, ✉ 36, Inh: J. M. Prödel <box>630 1082 875 1143</box>
directory-entry: Greitsch, Frl. Louise, Rentiere, St. G., Langereihe 117, ✉ 5 <box>106 1625 317 1655</box>
directory-entry: Greil, Nicolaus, Arbtr., Eulenkamp 27, ✉22 <box>106 599 347 614</box>
directory-entry: — C., Glashüttenstr. 84/85, ✉ 6 <box>367 222 541 237</box>
directory-entry: Grell, Aug., Packetfuhrm., Ericastr. 69, ✉20 <box>367 192 611 206</box>
directory-entry: — Hans Eduard, Steinkohlenhdlg., ☎ III, 1137, Geibelstr. 8, Mtlhs., ✉ 21 <box>895 735 1126 765</box>
directory-entry: Grellich, Carl, Grünw., Brauerknechtgraben 7, ✉ 11 <box>106 1776 352 1806</box>
directory-entry: Grendel, Aug., Obertelegraph.-Assistent, Neumünsterstr. 24, ✉ 30 <box>630 976 858 1006</box>
directory-entry: ⊙ Paul W. Grell, IR, ☎ III, 1269, Steindamm 11, ✉ 5, Wohn: an der Alster 15, ✉ 5 <box>367 1610 617 1656</box>
directory-entry: — H., Brothdlg., Tieckswег 9, ✉ 23 <box>367 856 564 871</box>
directory-entry: ⊙ J. C. Greibe, IR, Commiss.-Gesch., BCto: C.-u. D. B., Rat: v. Pf. 37, T.Adr: Ollgaard, ☎ I, 826, Neuerwall 67, ✉36, Inh: J. C. C. Greibe Wwe <box>106 358 348 434</box>
directory-entry: — J. J., Hohestr. 3, ✉ 5 <box>106 1399 230 1414</box>
directory-entry: ⊙ Theod. Grethe, IR, BCto: Vereinsb., ☎ III, 4485, Ottostr. 20, ✉ 23 <box>895 1520 1125 1566</box>
directory-entry: Gremmer, Carl, Tischler, BCto: Volksb., ☎ I, 3217, Poolstr. 36, ✉ 36 <box>630 856 878 886</box>
directory-entry: — Joh., Packetfuhrmann, Emilienstr. 45, Hths., ✉ 19 <box>367 1127 591 1157</box>
directory-entry: — Grell, Heinr., in d. Firmen Grell's Packetfahrt u. Hamburg-Altonaer Packetfahrt v. Grell & Co., Stadt-Adr.: ABC-Str. 44/45, ✉ 36, Wohn: Lockstedt, Behrkampsweg 40 <box>367 886 619 961</box>
directory-entry: — H., Ewerführ., neue Springeltwiete 4, ✉ 1 <box>895 599 1142 614</box>
directory-entry: Greiser, Ad. Wilh., Werkführer, Louisenweg 21, ✉ 35 <box>106 1112 348 1142</box>
directory-entry: ⊙ J. H. Grell, IR, Schiffahrtsagenturen, BCto: H. Fil. d. Dtsch. B., Rat: v. Geireiden, T.Adr: Rheinfahrt, ☎ I, 4385 u. ☎ I, 6849, Kajen 23, ✉ 11, Inh: J. H. Grell u. W. Sternberg <box>367 1233 618 1324</box>
